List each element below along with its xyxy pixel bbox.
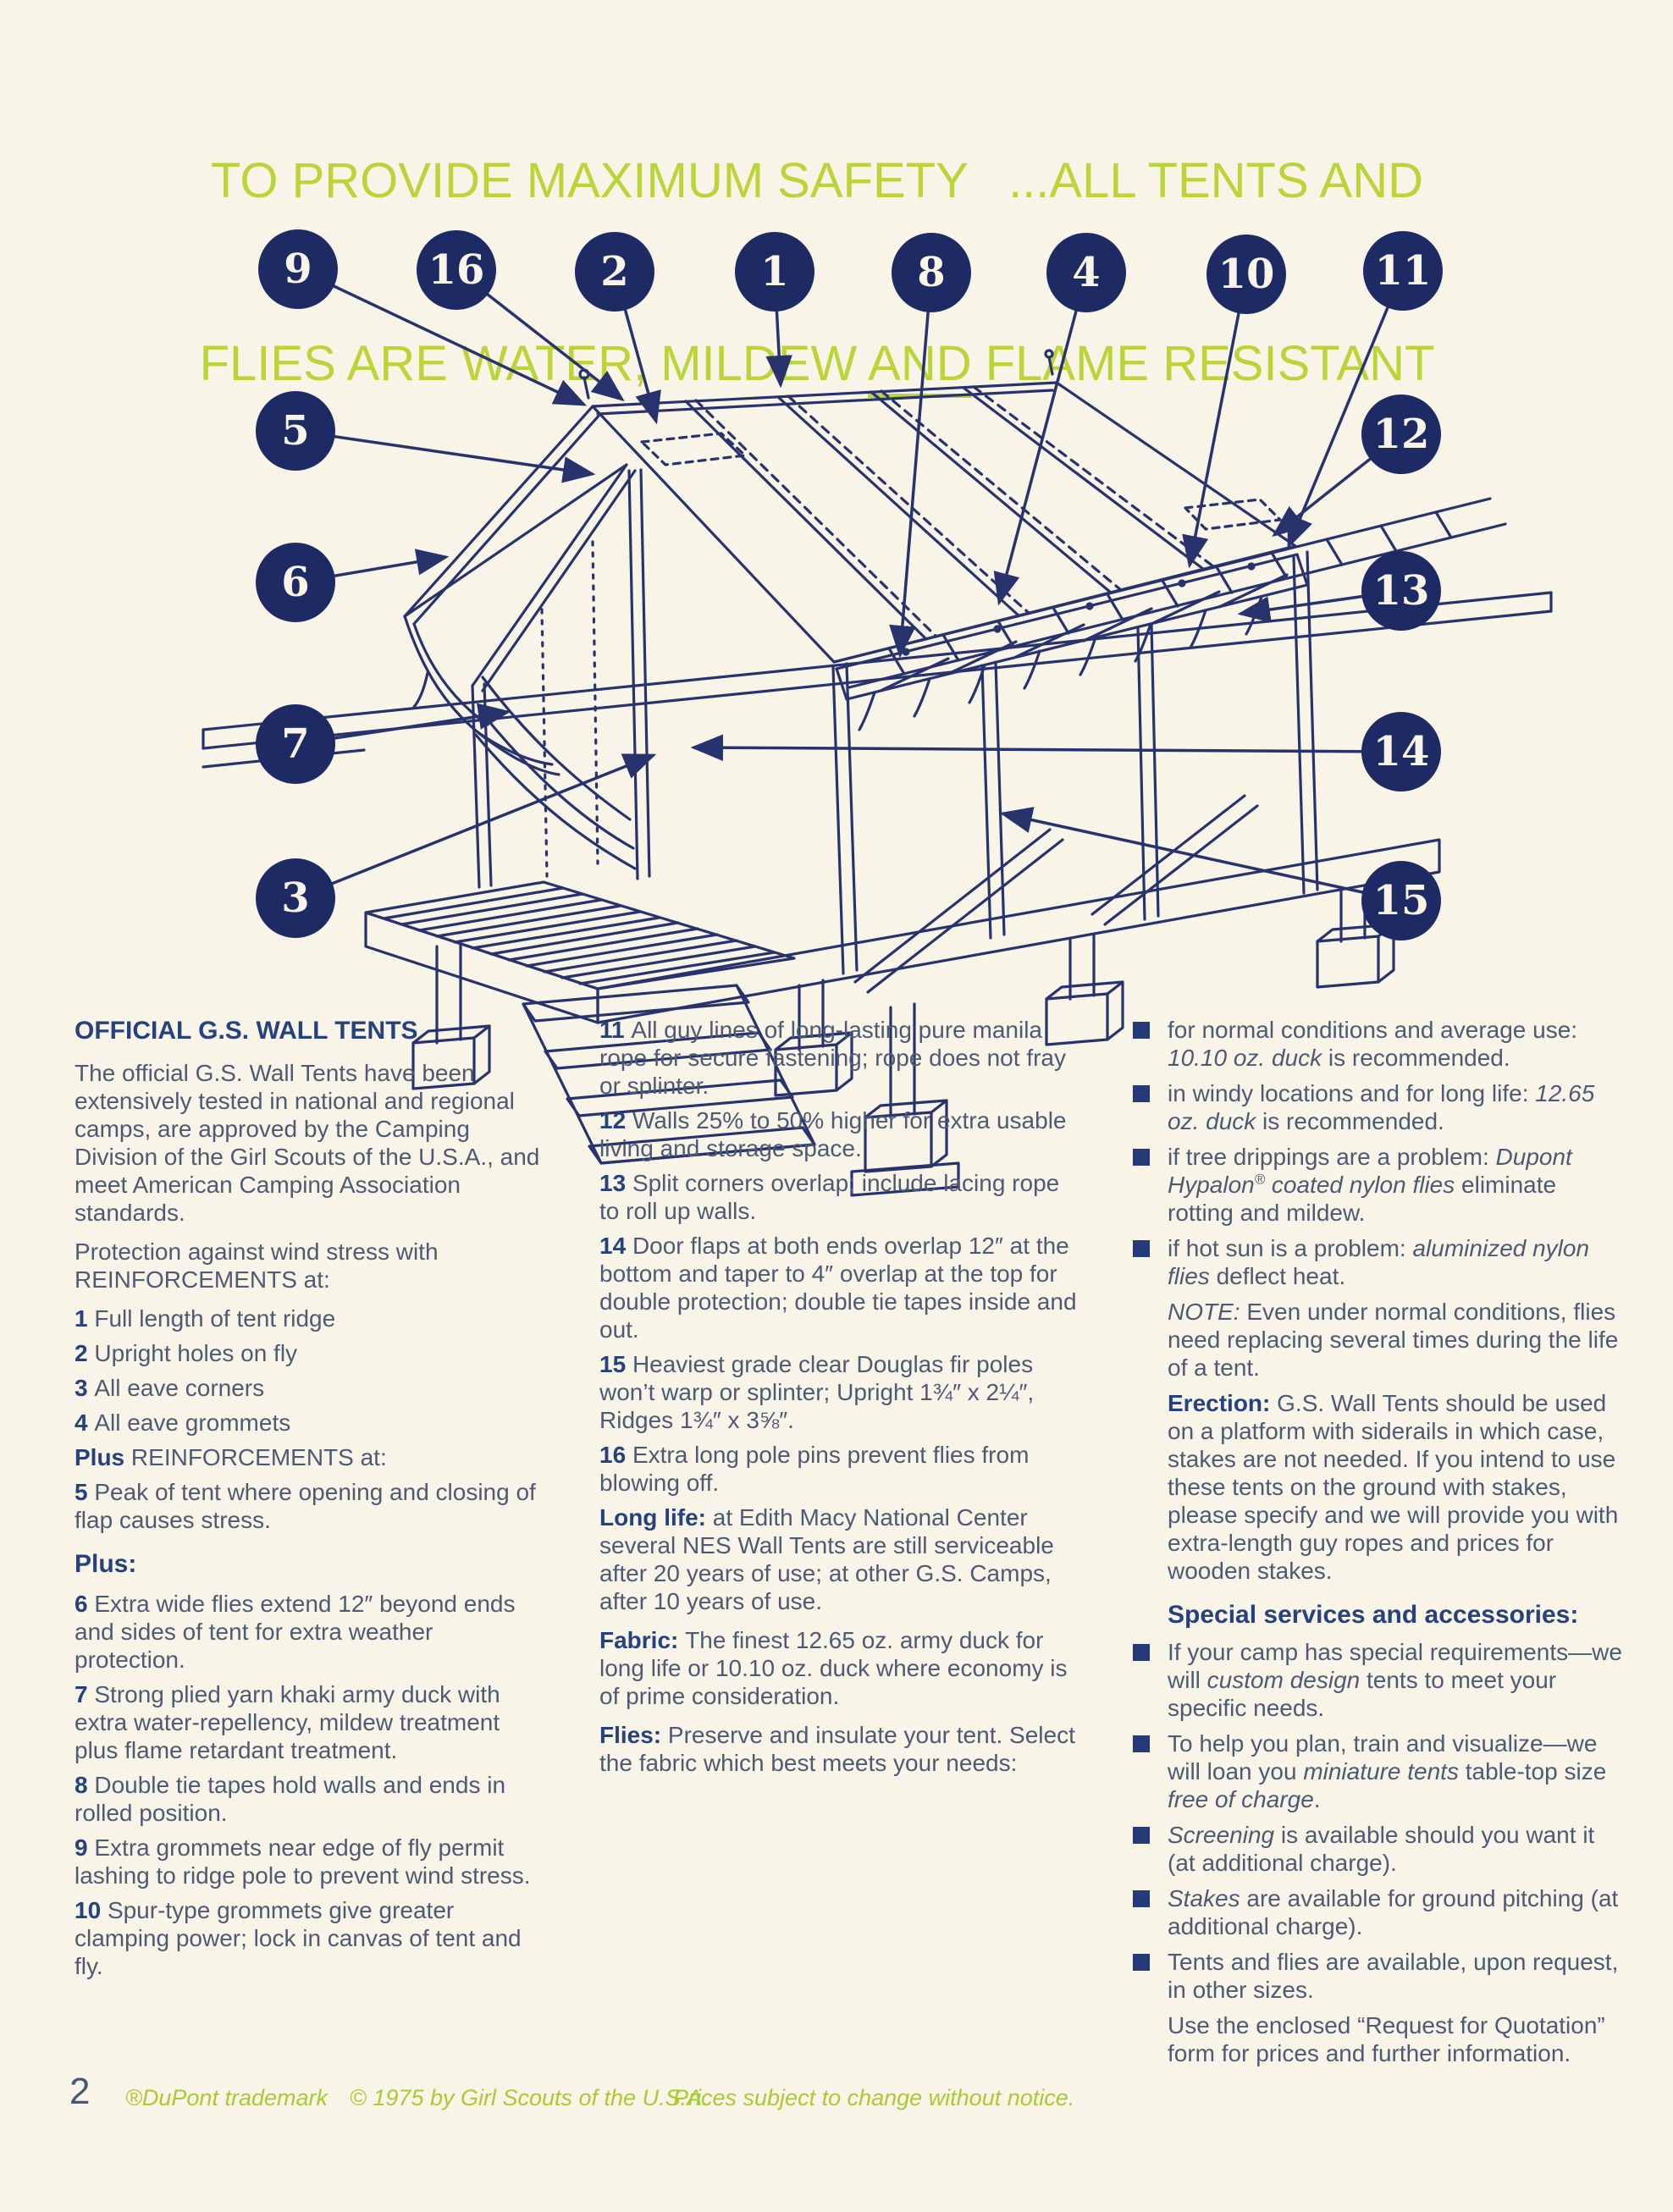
footer-price-notice: Prices subject to change without notice. xyxy=(673,2085,1075,2110)
text-block: The official G.S. Wall Tents have been extensively tested in national and regional camps, are approved by the Camping Division of the Girl Scouts of the U.S.A., and meet American Camping Association standards. xyxy=(75,1060,540,1226)
bullet-text: if hot sun is a problem: aluminized nylon flies deflect heat. xyxy=(1168,1235,1590,1289)
callout-badge-8: 8 xyxy=(892,233,971,312)
bullet-text: if tree drippings are a problem: Dupont Hypalon® coated nylon flies eliminate rotting and mildew. xyxy=(1168,1144,1572,1226)
text-block xyxy=(1133,1016,1622,1072)
bullet-text: Tents and flies are available, upon request, in other sizes. xyxy=(1168,1949,1619,2003)
text-block: NOTE: Even under normal conditions, flies need replacing several times during the life of a tent. xyxy=(1168,1299,1619,1381)
text-block: 14 Door flaps at both ends overlap 12″ at the bottom and taper to 4″ overlap at the top for double protection; double tie tapes inside and out. xyxy=(599,1233,1077,1343)
callout-badge-13: 13 xyxy=(1361,551,1441,631)
column-1 xyxy=(75,1016,545,1987)
headline-underlined-word: AND xyxy=(868,336,971,398)
text-block: Plus REINFORCEMENTS at: xyxy=(75,1444,387,1470)
text-block: 8 Double tie tapes hold walls and ends in rolled position. xyxy=(75,1772,506,1826)
text-block: Long life: at Edith Macy National Center several NES Wall Tents are still serviceable after 20 years of use; at other G.S. Camps, after 10 years of use. xyxy=(599,1504,1054,1614)
column-2 xyxy=(599,1016,1079,1788)
callout-badge-3: 3 xyxy=(256,858,335,938)
text-block: 7 Strong plied yarn khaki army duck with extra water-repellency, mildew treatment plus flame retardant treatment. xyxy=(75,1681,500,1763)
bullet-text: To help you plan, train and visualize—we will loan you miniature tents table-top size free of charge. xyxy=(1168,1730,1607,1812)
text-block xyxy=(1133,1079,1622,1135)
callout-badge-15: 15 xyxy=(1361,861,1441,941)
bullet-text: If your camp has special requirements—we will custom design tents to meet your specific needs. xyxy=(1168,1639,1622,1721)
text-block: OFFICIAL G.S. WALL TENTS xyxy=(75,1017,418,1045)
text-block: 12 Walls 25% to 50% higher for extra usable living and storage space. xyxy=(599,1107,1067,1161)
text-block: Fabric: The finest 12.65 oz. army duck for long life or 10.10 oz. duck where economy is of prime consideration. xyxy=(599,1627,1068,1709)
text-block: Flies: Preserve and insulate your tent. Select the fabric which best meets your needs: xyxy=(599,1722,1075,1776)
callout-badge-10: 10 xyxy=(1206,234,1286,314)
text-block: 15 Heaviest grade clear Douglas fir poles won’t warp or splinter; Upright 1¾″ x 2¼″, Ridges 1¾″ x 3⅝″. xyxy=(599,1351,1035,1433)
bullet-square-icon xyxy=(1133,1954,1150,1971)
text-block: 1 Full length of tent ridge xyxy=(75,1305,336,1332)
text-block: 4 All eave grommets xyxy=(75,1409,291,1436)
footer-trademark: ®DuPont trademark xyxy=(125,2085,328,2110)
bullet-text: in windy locations and for long life: 12.65 oz. duck is recommended. xyxy=(1168,1080,1595,1134)
text-block: 11 All guy lines of long-lasting pure manila rope for secure fastening; rope does not fray or splinter. xyxy=(599,1017,1066,1099)
text-block: 5 Peak of tent where opening and closing of flap causes stress. xyxy=(75,1479,536,1533)
bullet-square-icon xyxy=(1133,1240,1150,1257)
bullet-text: Screening is available should you want it (at additional charge). xyxy=(1168,1822,1595,1876)
column-3 xyxy=(1133,1016,1622,2075)
text-block: 9 Extra grommets near edge of fly permit lashing to ridge pole to prevent wind stress. xyxy=(75,1834,531,1889)
text-block: 2 Upright holes on fly xyxy=(75,1340,298,1366)
text-block: 3 All eave corners xyxy=(75,1375,265,1401)
bullet-square-icon xyxy=(1133,1022,1150,1039)
bullet-square-icon xyxy=(1133,1827,1150,1844)
callout-badge-2: 2 xyxy=(575,232,654,312)
footer-copyright: © 1975 by Girl Scouts of the U.S.A. xyxy=(350,2085,709,2110)
bullet-text: Stakes are available for ground pitching (at additional charge). xyxy=(1168,1885,1619,1939)
callout-badge-14: 14 xyxy=(1361,712,1441,792)
callout-badge-12: 12 xyxy=(1361,394,1441,474)
text-block: Use the enclosed “Request for Quotation” form for prices and further information. xyxy=(1168,2012,1605,2066)
text-block xyxy=(1133,1821,1622,1877)
callout-badge-4: 4 xyxy=(1046,233,1126,312)
bullet-text: for normal conditions and average use: 10.10 oz. duck is recommended. xyxy=(1168,1017,1578,1071)
callout-badge-1: 1 xyxy=(735,232,814,312)
text-block: 10 Spur-type grommets give greater clamping power; lock in canvas of tent and fly. xyxy=(75,1897,522,1979)
bullet-square-icon xyxy=(1133,1735,1150,1752)
text-block: Erection: G.S. Wall Tents should be used on a platform with siderails in which case, stakes are not needed. If you intend to use these tents on the ground with stakes, please specify and we will provide you with extra-length guy ropes and prices for wooden stakes. xyxy=(1168,1390,1619,1584)
text-block: Special services and accessories: xyxy=(1168,1601,1579,1629)
text-block: Plus: xyxy=(75,1550,137,1578)
callout-badge-16: 16 xyxy=(417,230,496,310)
headline-line-1: TO PROVIDE MAXIMUM SAFETY ...ALL TENTS AND xyxy=(210,153,1424,208)
text-block: 13 Split corners overlap; include lacing rope to roll up walls. xyxy=(599,1170,1060,1224)
callout-badge-6: 6 xyxy=(256,543,335,622)
headline-line2-pre: FLIES ARE WATER, MILDEW xyxy=(199,336,869,391)
callout-badge-7: 7 xyxy=(256,704,335,784)
bullet-square-icon xyxy=(1133,1085,1150,1102)
callout-leader-lines xyxy=(295,269,1403,901)
page-number: 2 xyxy=(69,2071,91,2112)
callout-badge-5: 5 xyxy=(256,391,335,471)
text-block: 6 Extra wide flies extend 12″ beyond ends and sides of tent for extra weather protection. xyxy=(75,1591,516,1673)
text-block xyxy=(1133,1638,1622,1722)
bullet-square-icon xyxy=(1133,1149,1150,1166)
bullet-square-icon xyxy=(1133,1890,1150,1907)
text-block xyxy=(1133,1948,1622,2004)
callout-badge-9: 9 xyxy=(258,229,338,309)
text-block xyxy=(1133,1143,1622,1227)
bullet-square-icon xyxy=(1133,1644,1150,1661)
headline-line2-post: FLAME RESISTANT xyxy=(971,336,1435,391)
text-block xyxy=(1133,1884,1622,1940)
text-block: Protection against wind stress with REINFORCEMENTS at: xyxy=(75,1238,439,1293)
text-block xyxy=(1133,1234,1622,1290)
text-block xyxy=(1133,1729,1622,1813)
text-block: 16 Extra long pole pins prevent flies from blowing off. xyxy=(599,1442,1030,1496)
callout-badge-11: 11 xyxy=(1363,231,1443,311)
